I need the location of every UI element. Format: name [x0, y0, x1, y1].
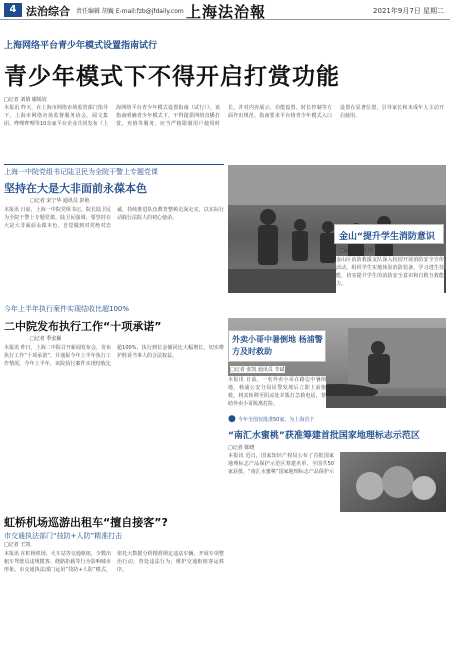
story6-caption-box [228, 330, 326, 362]
story7-byline: □记者 陈晓 [228, 445, 255, 451]
story7-title: “南汇水蜜桃”获准筹建首批国家地理标志示范区 [228, 431, 420, 441]
lead-byline: □记者 刘倩 谢锐钦 [4, 97, 47, 103]
newspaper-logo: 上海法治報 [186, 3, 267, 21]
story5-body: 金山区消防救援支队深入校园开展消防安全宣传活动，组织学生实地体验消防装备、学习逃生技能，切实提升学生的消防安全意识和自救互救能力。 [336, 256, 444, 316]
lead-headline: 青少年模式下不得开启打赏功能 [4, 64, 340, 90]
story3-byline: □记者 季张颖 [30, 336, 62, 342]
story5-caption-box [334, 224, 444, 244]
story3-title: 二中院发布执行工作“十项承诺” [4, 320, 162, 333]
divider [4, 164, 224, 165]
story4-sub: 市交通执法部门“技防+人防”精准打击 [4, 532, 123, 540]
page-header [0, 0, 450, 20]
story2-byline: □记者 宋宁华 通讯员 彭艳 [30, 198, 90, 204]
story7-photo [340, 452, 446, 512]
section-title: 法治综合 [26, 5, 70, 18]
page-number-badge: 4 [4, 3, 22, 17]
story2-title: 坚持在大是大非面前永葆本色 [4, 182, 147, 195]
lead-kicker: 上海网络平台青少年模式设置指南试行 [4, 41, 158, 51]
story5-byline: □记者 刘凯 许飞 [340, 248, 378, 254]
story6-body: 本报讯 日前，一名外卖小哥在路边中暑倒地，杨浦公安分局民警发现后立即上前施救，将其转移至阴凉处并拨打急救电话，帮助外卖小哥脱离危险。 [228, 377, 326, 407]
story2-kicker: 上海一中院党组书记陆卫民为全院干警上专题党课 [4, 168, 158, 176]
issue-date: 2021年9月7日 星期二 [373, 7, 444, 15]
story7-kicker: 今年全国仅批准50家，为上海首个 [238, 417, 315, 423]
story4-body: 本报讯 在虹桥机场、火车站等交通枢纽，少数出租车驾驶员违规揽客、绕路拒载等行为影响城市形象。市交通执法部门运用“技防+人防”模式，依托大数据分析精准锁定违法车辆，开展专项整治行动，查处违法行为，维护交通枢纽客运秩序。 [4, 551, 224, 573]
peach-photo-icon [340, 452, 446, 512]
pin-icon: ● [228, 414, 236, 424]
editor-info: 责任编辑 胡巍 E-mail:fzb@jfdaily.com [76, 8, 184, 15]
story4-byline: □记者 王凯 [4, 542, 31, 548]
story5-title: 金山“提升学生消防意识 [339, 232, 435, 242]
story2-body: 本报讯 日前，上海一中院党组书记、院长陆卫民为全院干警上专题党课。陆卫民强调，要坚持在大是大非面前永葆本色，自觉做到对党绝对忠诚，持续推进队伍教育整顿走深走实，以实际行动践行法院人的初心使命。 [4, 207, 224, 229]
story6-title: 外卖小哥中暑倒地 杨浦警方及时救助 [232, 335, 323, 356]
story3-body: 本报讯 昨日，上海二中院召开新闻发布会，发布执行工作“十项承诺”，并通报今年上半年执行工作情况。今年上半年，该院执行案件实现结收比超100%，执行到位金额同比大幅增长，切实维护胜诉当事人的合法权益。 [4, 345, 224, 367]
lead-body: 本报讯 昨天，在上海市网络市场监管部门指导下，上海市网络市场监督服务协会、阅文集团、哔哩哔哩等10余家平台企业共同发布《上海网络平台青少年模式设置指南（试行）》。该指南明确青少年模式下，不得提供网络直播打赏、充值等服务，应当严格限制用户使用时长，并对内容展示、功能设置、时长控制等方面作出规范。指南要求平台将青少年模式入口设置在显著位置，引导家长和未成年人主动开启使用。 [4, 105, 444, 127]
story7-body: 本报讯 近日，国家知识产权局公布了首批国家地理标志产品保护示范区筹建名单，全国共50家获批，“南汇水蜜桃”国家地理标志产品保护示 [228, 453, 334, 475]
story4-title: 虹桥机场巡游出租车“擅自接客”? [4, 516, 168, 529]
story3-kicker: 今年上半年执行案件实现结收比超100% [4, 305, 130, 313]
story6-byline: □记者 张凯 通讯员 李斌 [230, 367, 285, 373]
